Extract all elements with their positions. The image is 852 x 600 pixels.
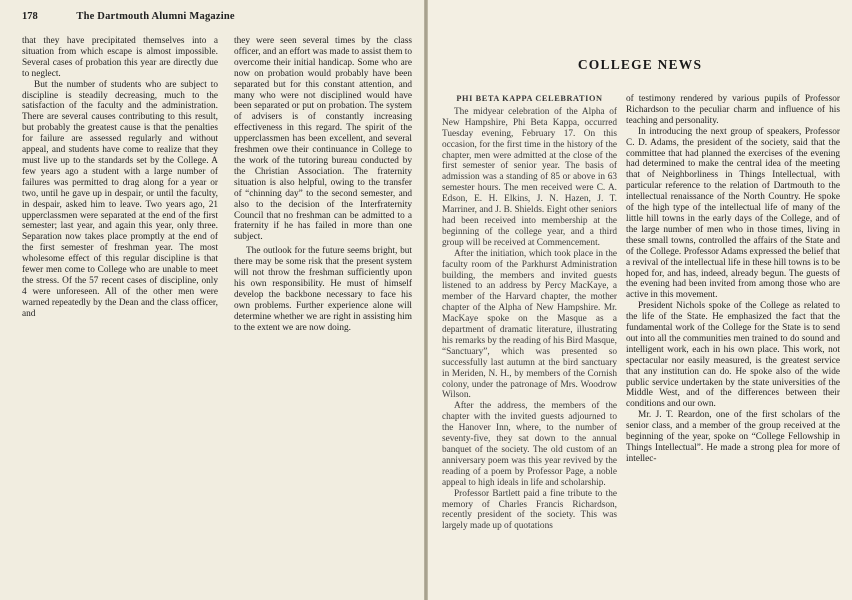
left-column-2 <box>234 36 412 333</box>
paragraph: that they have precipitated themselves into a situation from which escape is almost impossible. Several cases of probation this year are directly due to neglect. <box>22 36 218 79</box>
page-number: 178 <box>22 11 38 22</box>
left-column-1 <box>22 36 218 320</box>
section-title: COLLEGE NEWS <box>577 57 703 72</box>
running-head <box>22 11 235 22</box>
article-title: PHI BETA KAPPA CELEBRATION <box>456 94 603 103</box>
paragraph: After the initiation, which took place in the faculty room of the Parkhurst Administration building, the members and invited guests listened to an address by Percy MacKaye, a member of the Harvard chapter, the mother chapter of the Alpha of New Hampshire. Mr. MacKaye spoke on the Masque as a department of dramatic literature, illustrating his remarks by the reading of his Bird Masque, “Sanctuary”, which was presented so successfully last autumn at the bird sanctuary in Meriden, N. H., by members of the Cornish colony, under the patronage of Mrs. Woodrow Wilson. <box>442 248 617 401</box>
right-column-1 <box>442 94 617 532</box>
right-page <box>428 0 852 600</box>
paragraph: Mr. J. T. Reardon, one of the first scholars of the senior class, and a member of the group received at the beginning of the year, spoke on “College Fellowship in Things Intellectual”. He made a strong plea for more of intellec- <box>626 410 840 464</box>
paragraph: In introducing the next group of speakers, Professor C. D. Adams, the president of the society, said that the committee that had planned the exercises of the evening had determined to make the central idea of the meeting that of Neighborliness in Things Intellectual, with particular reference to the relation of Dartmouth to the intellectual renaissance of the North Country. He spoke of the high type of the intellectual life of many of the little hill towns in the early days of the College, and of the large number of men who in those times, living in these small towns, controlled the affairs of the State and of the College. Professor Adams expressed the belief that a revival of the intellectual life in these hill towns is to be hoped for, and has, indeed, already begun. The guests of the evening had been invited from among those who are active in this movement. <box>626 126 840 301</box>
paragraph: Professor Bartlett paid a fine tribute to the memory of Charles Francis Richardson, recently president of the society. This was largely made up of quotations <box>442 488 617 532</box>
paragraph: they were seen several times by the class officer, and an effort was made to assist them to overcome their initial handicap. Some who are now on probation would probably have been separated but for this constant attention, and many who were not disciplined would have been separated or put on probation. The system of advisers is of constantly increasing effectiveness in this regard. The spirit of the upperclassmen has been excellent, and several freshmen owe their continuance in College to the work of the tutoring bureau conducted by the Christian Association. The fraternity situation is also helpful, owing to the transfer of “chinning day” to the second semester, and also to the decision of the Interfraternity Council that no freshman can be admitted to a fraternity if he has failed in more than one subject. <box>234 36 412 243</box>
left-page <box>0 0 424 600</box>
paragraph: of testimony rendered by various pupils of Professor Richardson to the peculiar charm and influence of his teaching and personality. <box>626 94 840 126</box>
magazine-title: The Dartmouth Alumni Magazine <box>76 11 235 22</box>
right-column-2 <box>626 94 840 465</box>
paragraph: But the number of students who are subject to discipline is steadily decreasing, much to the satisfaction of the faculty and the administration. There are several causes contributing to this result, but probably the greatest cause is that the penalties for failure are assessed regularly and without appeal, and students have come to realize that they must live up to the standards set by the College. A few years ago a student with a large number of failures was permitted to drag along for a year or two, until he gave up in despair, or until the faculty, in despair, asked him to leave. Two years ago, 21 upperclassmen were separated at the end of the first semester; last year, and again this year, only three. Separation now takes place promptly at the end of the first semester of freshman year. The most wholesome effect of this regular discipline is that fewer men come to College who are unable to meet the stress. Of the 57 recent cases of discipline, only 4 were unforeseen. All of the other men were warned repeatedly by the Dean and the class officer, and <box>22 79 218 319</box>
paragraph: President Nichols spoke of the College as related to the life of the State. He emphasized the fact that the fundamental work of the College for the State is to send out into all the communities men trained to do sound and intelligent work, each in his own place. This work, not spectacular nor easily measured, is the greatest service that any institution can do. He spoke also of the wide public service undertaken by the state universities of the Middle West, and of the differences between their conditions and our own. <box>626 301 840 410</box>
paragraph: The outlook for the future seems bright, but there may be some risk that the present system will not throw the freshman sufficiently upon his own responsibility. He must of himself develop the backbone necessary to face his own problems. Further experience alone will determine whether we are right in assisting him to the extent we are now doing. <box>234 246 412 333</box>
paragraph: After the address, the members of the chapter with the invited guests adjourned to the Hanover Inn, where, to the number of seventy-five, they sat down to the annual banquet of the society. The old custom of an anniversary poem was this year revived by the reading of a poem by Professor Page, a noble appeal to high ideals in life and scholarship. <box>442 401 617 488</box>
paragraph: The midyear celebration of the Alpha of New Hampshire, Phi Beta Kappa, occurred Tuesday evening, February 17. On this occasion, for the first time in the history of the chapter, men were admitted at the close of the first semester of senior year. The basis of admission was a standing of 85 or above in 63 semester hours. The men received were C. A. Edson, E. H. Elkins, J. N. Hazen, J. T. Marriner, and J. B. Shields. Eight other seniors had been received into membership at the beginning of the college year, and a third group will be received at Commencement. <box>442 106 617 248</box>
